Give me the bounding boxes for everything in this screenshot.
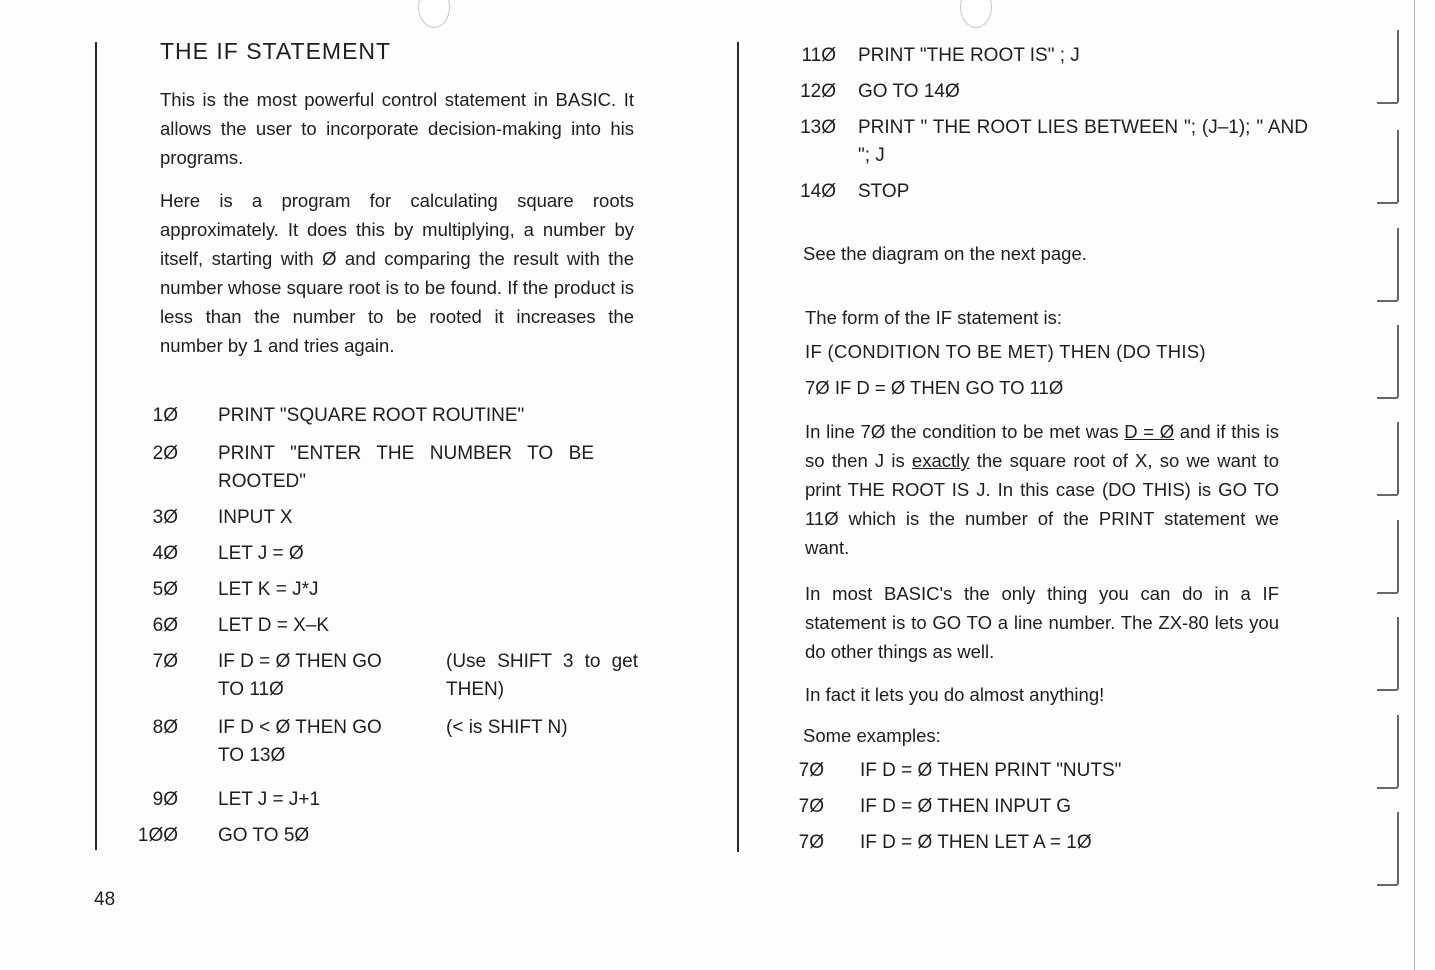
line-number: 12Ø — [800, 81, 836, 102]
form-intro-text: The form of the IF statement is: — [805, 307, 1063, 328]
line-number: 7Ø — [152, 651, 178, 672]
program-line — [128, 714, 638, 786]
program-line — [128, 822, 638, 858]
statement: PRINT "THE ROOT IS" ; J — [858, 45, 1080, 66]
binding-mark — [1377, 520, 1399, 594]
left-margin-rule — [95, 42, 97, 850]
statement: PRINT "ENTER THE NUMBER TO BE ROOTED" — [218, 443, 594, 492]
statement: IF D = Ø THEN INPUT G — [860, 796, 1071, 817]
statement: IF D = Ø THEN GO TO 11Ø — [218, 651, 382, 700]
binding-mark — [1377, 30, 1399, 104]
explanation-part: In line 7Ø the condition to be met was — [805, 421, 1125, 442]
form-example: 7Ø IF D = Ø THEN GO TO 11Ø — [805, 377, 1064, 398]
binding-mark — [1377, 617, 1399, 691]
program-line — [780, 42, 1340, 78]
statement: IF D = Ø THEN LET A = 1Ø — [860, 832, 1092, 853]
program-line — [128, 540, 638, 576]
example-line — [780, 793, 1280, 829]
statement: LET D = X–K — [218, 615, 330, 636]
line-number: 4Ø — [152, 543, 178, 564]
in-fact-text: In fact it lets you do almost anything! — [805, 684, 1105, 705]
line-number: 11Ø — [801, 45, 836, 66]
program-line — [128, 612, 638, 648]
line-number: 9Ø — [152, 789, 178, 810]
binding-mark — [1377, 812, 1399, 886]
line-number: 1ØØ — [137, 825, 178, 846]
binding-mark — [1377, 422, 1399, 496]
statement: LET K = J*J — [218, 579, 319, 600]
program-line — [128, 440, 638, 504]
section-title: THE IF STATEMENT — [160, 38, 392, 64]
binding-edge — [1375, 0, 1435, 970]
line-number: 6Ø — [152, 615, 178, 636]
example-line — [780, 829, 1280, 865]
intro-paragraph: This is the most powerful control statement in BASIC. It allows the user to incorporate decision-making into his programs. — [160, 89, 634, 168]
line-number: 14Ø — [800, 181, 836, 202]
statement: LET J = J+1 — [218, 789, 321, 810]
center-margin-rule — [737, 42, 739, 852]
line-number: 5Ø — [152, 579, 178, 600]
statement: GO TO 5Ø — [218, 825, 310, 846]
program-note: (Use SHIFT 3 to get THEN) — [446, 651, 638, 700]
explanation-part: the square root of X, so we want to print THE ROOT IS J. In this case (DO THIS) is GO TO 11Ø which is the number of the PRINT statement we want. — [805, 450, 1279, 558]
description-paragraph: Here is a program for calculating square roots approximately. It does this by multiplying, a number by itself, starting with Ø and comparing the result with the number whose square root is to be found. If the product is less than the number to be rooted it increases the number by 1 and tries again. — [160, 190, 634, 356]
line-number: 2Ø — [152, 443, 178, 464]
program-line — [128, 648, 638, 714]
program-line — [128, 504, 638, 540]
line-number: 7Ø — [798, 796, 824, 817]
statement: PRINT " THE ROOT LIES BETWEEN "; (J–1); " AND "; J — [858, 117, 1308, 166]
program-line — [128, 786, 638, 822]
form-syntax: IF (CONDITION TO BE MET) THEN (DO THIS) — [805, 341, 1206, 362]
examples-listing — [780, 757, 1280, 865]
program-line — [780, 114, 1340, 178]
see-diagram-text: See the diagram on the next page. — [803, 243, 1087, 264]
explanation-part: and if this is so then J is — [805, 421, 1279, 471]
examples-label: Some examples: — [803, 725, 941, 746]
punch-hole-right — [960, 0, 992, 28]
condition-underlined: D = Ø — [1124, 421, 1175, 442]
explanation-paragraph — [805, 417, 1279, 562]
statement: STOP — [858, 181, 910, 202]
line-number: 3Ø — [152, 507, 178, 528]
statement: GO TO 14Ø — [858, 81, 960, 102]
program-note: (< is SHIFT N) — [446, 717, 568, 738]
statement: PRINT "SQUARE ROOT ROUTINE" — [218, 405, 525, 426]
line-number: 8Ø — [152, 717, 178, 738]
punch-hole-left — [418, 0, 450, 28]
binding-mark — [1377, 325, 1399, 399]
binding-mark — [1377, 228, 1399, 302]
program-line — [128, 576, 638, 612]
page-edge-line — [1414, 0, 1415, 970]
program-listing-left — [128, 402, 638, 858]
statement: IF D < Ø THEN GO TO 13Ø — [218, 717, 382, 766]
line-number: 1Ø — [152, 405, 178, 426]
statement: LET J = Ø — [218, 543, 304, 564]
program-listing-right — [780, 42, 1340, 214]
statement: IF D = Ø THEN PRINT "NUTS" — [860, 760, 1122, 781]
most-basics-paragraph: In most BASIC's the only thing you can do in a IF statement is to GO TO a line number. The ZX-80 lets you do other things as well. — [805, 583, 1279, 662]
line-number: 7Ø — [798, 760, 824, 781]
line-number: 13Ø — [800, 117, 836, 138]
statement: INPUT X — [218, 507, 293, 528]
program-line — [128, 402, 638, 440]
example-line — [780, 757, 1280, 793]
program-line — [780, 178, 1340, 214]
page-number: 48 — [94, 889, 116, 910]
exactly-underlined: exactly — [911, 450, 970, 471]
program-line — [780, 78, 1340, 114]
binding-mark — [1377, 715, 1399, 789]
binding-mark — [1377, 130, 1399, 204]
line-number: 7Ø — [798, 832, 824, 853]
